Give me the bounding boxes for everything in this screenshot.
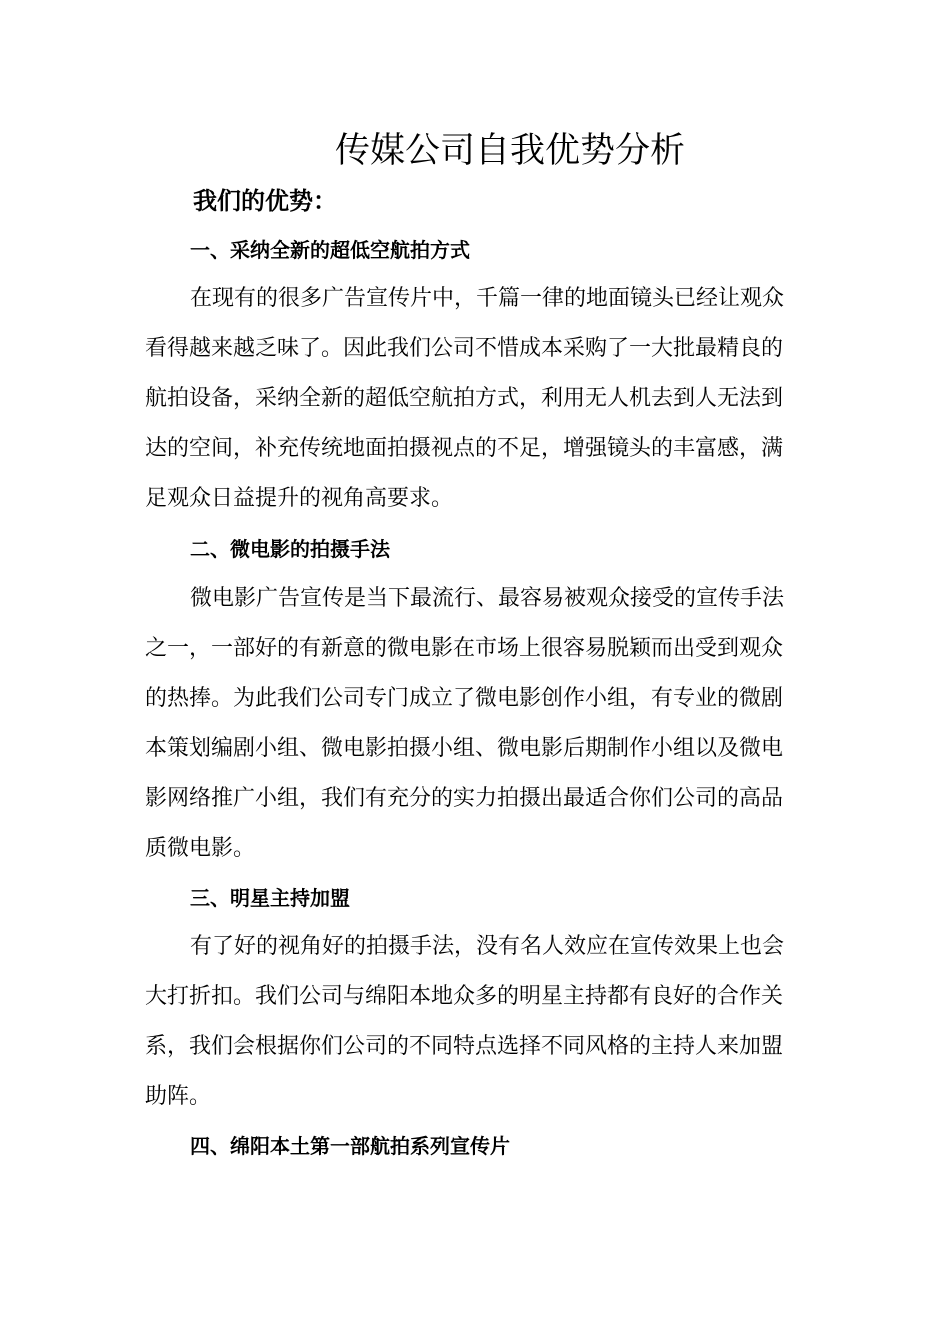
paragraph-line: 本策划编剧小组、微电影拍摄小组、微电影后期制作小组以及微电 <box>145 736 784 761</box>
paragraph-line: 助阵。 <box>145 1084 212 1109</box>
paragraph-line: 大打折扣。我们公司与绵阳本地众多的明星主持都有良好的合作关 <box>145 984 784 1009</box>
section-heading: 四、绵阳本土第一部航拍系列宣传片 <box>190 1134 510 1158</box>
document-title: 传媒公司自我优势分析 <box>334 131 685 171</box>
paragraph-line: 之一，一部好的有新意的微电影在市场上很容易脱颖而出受到观众 <box>145 636 784 661</box>
paragraph-line: 看得越来越乏味了。因此我们公司不惜成本采购了一大批最精良的 <box>145 336 784 361</box>
section-heading: 一、采纳全新的超低空航拍方式 <box>190 238 470 262</box>
paragraph-line: 达的空间，补充传统地面拍摄视点的不足，增强镜头的丰富感，满 <box>145 436 784 461</box>
paragraph-line: 影网络推广小组，我们有充分的实力拍摄出最适合你们公司的高品 <box>145 786 784 811</box>
paragraph-line: 微电影广告宣传是当下最流行、最容易被观众接受的宣传手法 <box>190 586 785 611</box>
section-heading: 三、明星主持加盟 <box>190 886 350 910</box>
paragraph-line: 足观众日益提升的视角高要求。 <box>145 486 454 511</box>
section-heading: 二、微电影的拍摄手法 <box>190 537 390 561</box>
paragraph-line: 的热捧。为此我们公司专门成立了微电影创作小组，有专业的微剧 <box>145 686 784 711</box>
paragraph-line: 质微电影。 <box>145 836 256 861</box>
paragraph-line: 在现有的很多广告宣传片中，千篇一律的地面镜头已经让观众 <box>190 286 785 311</box>
document-subtitle: 我们的优势： <box>193 187 337 215</box>
paragraph-line: 有了好的视角好的拍摄手法，没有名人效应在宣传效果上也会 <box>190 934 785 959</box>
paragraph-line: 系，我们会根据你们公司的不同特点选择不同风格的主持人来加盟 <box>145 1034 784 1059</box>
paragraph-line: 航拍设备，采纳全新的超低空航拍方式，利用无人机去到人无法到 <box>145 386 784 411</box>
